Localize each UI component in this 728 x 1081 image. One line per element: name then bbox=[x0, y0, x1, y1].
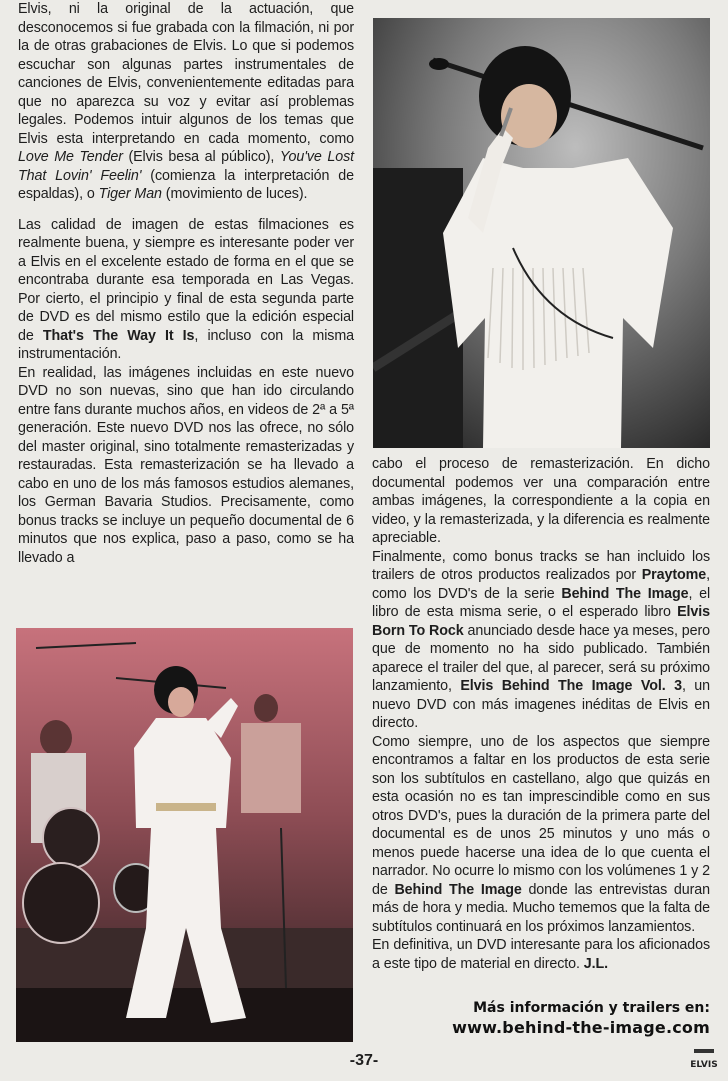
paragraph: En definitiva, un DVD interesante para los aficionados a este tipo de material en directo. J.L. bbox=[372, 937, 710, 972]
elvis-singing-photo bbox=[373, 18, 710, 448]
bold-text: Behind The Image bbox=[394, 881, 522, 898]
paragraph: Finalmente, como bonus tracks se han incluido los trailers de otros productos realizados por Praytome, como los DVD's de la serie Behind The Image, el libro de esta misma serie, o el esperado libro Elvis Born To Rock anunciado desde hace ya meses, pero que de momento no ha sido publicado. También aparece el trailer del que, al parecer, será su próximo lanzamiento, Elvis Behind The Image Vol. 3, un nuevo DVD con más imagenes inéditas de Elvis en directo. bbox=[372, 548, 711, 731]
left-column-text bbox=[18, 0, 354, 567]
bold-text: Behind The Image bbox=[561, 585, 689, 602]
elvis-logo-icon bbox=[690, 1047, 718, 1075]
photo-illustration bbox=[16, 628, 353, 1042]
logo-text: ELVIS bbox=[690, 1060, 718, 1070]
photo-illustration bbox=[373, 18, 710, 448]
italic-text: Tiger Man bbox=[98, 186, 162, 202]
paragraph: cabo el proceso de remasterización. En dicho documental podemos ver una comparación entre ambas imágenes, la correspondiente a la copia en video, y la remasterizada, y la diferencia es realmente apreciable. bbox=[372, 456, 710, 546]
bold-text: Praytome bbox=[641, 567, 707, 583]
bold-text: That's The Way It Is bbox=[42, 327, 195, 344]
italic-text: You've Lost That Lovin' Feelin' bbox=[18, 149, 354, 184]
bold-text: Elvis Behind The Image Vol. 3 bbox=[460, 678, 682, 694]
more-info-text: Más información y trailers en: bbox=[473, 1000, 710, 1016]
paragraph: Elvis, ni la original de la actuación, que desconocemos si fue grabada con la filmación, ni por la de otras grabaciones de Elvis. Lo que si podemos escuchar son algunas partes instrumentales de canciones de Elvis, convenientemente editadas para que no aparezca su voz y evitar así problemas legales. Podemos intuir algunos de los temas que Elvis esta interpretando en cada momento, como Love Me Tender (Elvis besa al público), You've Lost That Lovin' Feelin' (comienza la interpretación de espaldas), o Tiger Man (movimiento de luces). bbox=[18, 1, 354, 202]
page-number: -37- bbox=[349, 1052, 379, 1069]
right-column-text bbox=[372, 455, 710, 973]
paragraph: Las calidad de imagen de estas filmaciones es realmente buena, y siempre es interesante poder ver a Elvis en el excelente estado de forma en el que se encontraba durante esa temporada en Las Vegas. Por cierto, el principio y final de esta segunda parte de DVD es del mismo estilo que la edición especial de That's The Way It Is, incluso con la misma instrumentación. bbox=[18, 216, 355, 362]
paragraph: En realidad, las imágenes incluidas en este nuevo DVD no son nuevas, sino que han ido circulando entre fans durante muchos años, en videos de 2ª a 5ª generación. Este nuevo DVD nos las ofrece, no sólo del master original, sino totalmente remasterizadas y restauradas. Esta remasterización se ha llevado a cabo en uno de los más famosos estudios alemanes, los German Bavaria Studios. Precisamente, como bonus tracks se incluye un pequeño documental de 6 minutos que nos explica, paso a paso, como se ha llevado a bbox=[18, 364, 354, 566]
bold-text: Elvis Born To Rock bbox=[372, 604, 710, 639]
paragraph: Como siempre, uno de los aspectos que siempre encontramos a faltar en los productos de esta serie son los subtítulos en castellano, algo que quizás en esta ocasión no es tan imprescindible como en sus otros DVD's, pues la duración de la primera parte del documental es de unos 25 minutos y uno más o menos puede hacerse una idea de lo que cuenta el narrador. No ocurre lo mismo con los volúmenes 1 y 2 de Behind The Image donde las entrevistas duran más de hora y media. Mucho tememos que la falta de subtítulos continuará en los próximos lanzamientos. bbox=[372, 733, 711, 935]
elvis-stage-photo bbox=[16, 628, 353, 1042]
website-link[interactable]: www.behind-the-image.com bbox=[452, 1018, 710, 1037]
magazine-logo bbox=[690, 1047, 718, 1075]
italic-text: Love Me Tender bbox=[18, 149, 123, 165]
bold-text: J.L. bbox=[583, 955, 609, 972]
